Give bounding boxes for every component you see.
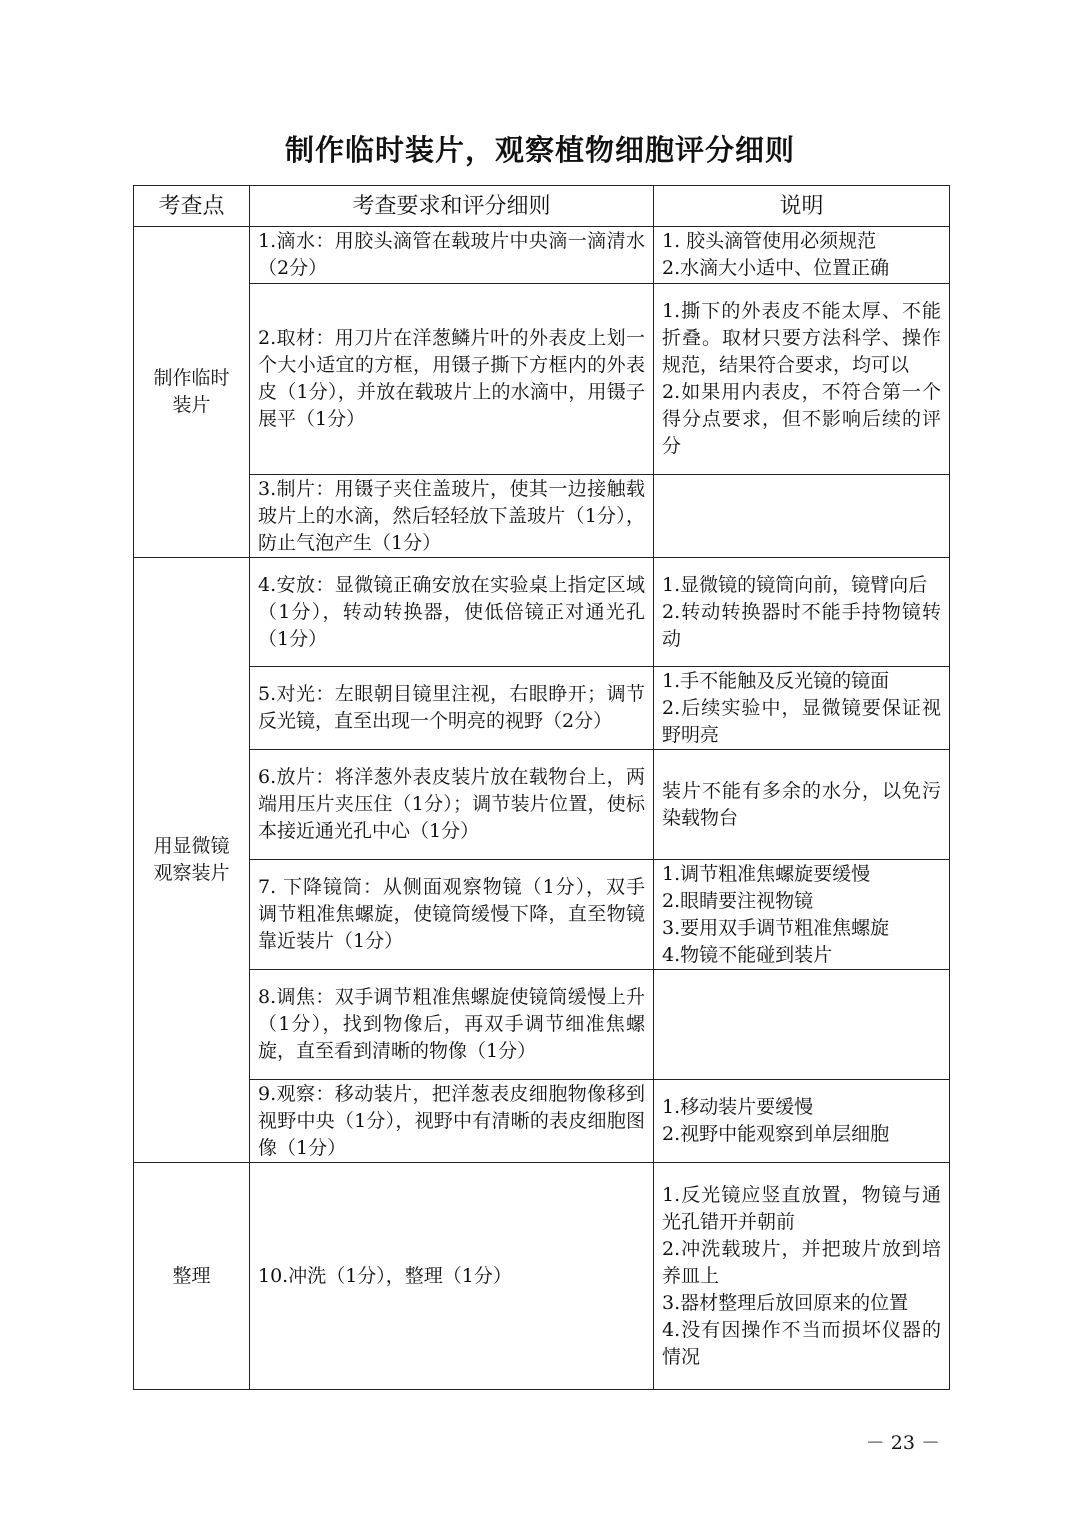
requirement-cell: 5.对光：左眼朝目镜里注视，右眼睁开；调节反光镜，直至出现一个明亮的视野（2分） (250, 667, 654, 750)
note-line: 2.冲洗载玻片，并把玻片放到培养皿上 (662, 1237, 941, 1287)
requirement-cell: 8.调焦：双手调节粗准焦螺旋使镜筒缓慢上升（1分），找到物像后，再双手调节细准焦螺旋，直至看到清晰的物像（1分） (250, 970, 654, 1080)
table-row (134, 475, 950, 558)
table-row (134, 970, 950, 1080)
note-line: 1. 胶头滴管使用必须规范 (662, 230, 877, 252)
note-cell (654, 750, 950, 860)
page-title: 制作临时装片，观察植物细胞评分细则 (284, 133, 795, 167)
table-row (134, 1163, 950, 1390)
note-cell-empty (654, 475, 950, 558)
note-line: 1.显微镜的镜筒向前，镜臂向后 (662, 573, 928, 596)
note-cell (654, 227, 950, 284)
group-point-cell: 用显微镜观察装片 (134, 558, 250, 1163)
requirement-cell: 3.制片：用镊子夹住盖玻片，使其一边接触载玻片上的水滴，然后轻轻放下盖玻片（1分），防止气泡产生（1分） (250, 475, 654, 558)
table-row (134, 1080, 950, 1163)
note-cell (654, 284, 950, 475)
requirement-cell: 4.安放：显微镜正确安放在实验桌上指定区域（1分），转动转换器，使低倍镜正对通光孔（1分） (250, 558, 654, 667)
requirement-cell: 2.取材：用刀片在洋葱鳞片叶的外表皮上划一个大小适宜的方框，用镊子撕下方框内的外表皮（1分），并放在载玻片上的水滴中，用镊子展平（1分） (250, 284, 654, 475)
note-line: 1.反光镜应竖直放置，物镜与通光孔错开并朝前 (662, 1183, 941, 1233)
note-line: 2.眼睛要注视物镜 (662, 889, 814, 912)
note-line: 3.器材整理后放回原来的位置 (662, 1291, 909, 1314)
header-point: 考查点 (134, 186, 250, 227)
table-row (134, 750, 950, 860)
note-cell (654, 1163, 950, 1390)
table-header-row (134, 186, 950, 227)
note-cell (654, 1080, 950, 1163)
note-cell-empty (654, 970, 950, 1080)
note-line: 4.物镜不能碰到装片 (662, 943, 833, 966)
page-number: － 23 － (865, 1432, 940, 1454)
note-line: 4.没有因操作不当而损坏仪器的情况 (662, 1318, 941, 1368)
requirement-cell: 6.放片：将洋葱外表皮装片放在载物台上，两端用压片夹压住（1分）；调节装片位置，使标本接近通光孔中心（1分） (250, 750, 654, 860)
table-row (134, 558, 950, 667)
note-line: 1.撕下的外表皮不能太厚、不能折叠。取材只要方法科学、操作规范，结果符合要求，均可以 (662, 300, 941, 376)
header-requirement: 考查要求和评分细则 (250, 186, 654, 227)
note-line: 2.水滴大小适中、位置正确 (662, 257, 890, 279)
note-cell (654, 667, 950, 750)
note-line: 2.如果用内表皮，不符合第一个得分点要求，但不影响后续的评分 (662, 381, 941, 457)
requirement-cell: 7. 下降镜筒：从侧面观察物镜（1分），双手调节粗准焦螺旋，使镜筒缓慢下降，直至物镜靠近装片（1分） (250, 860, 654, 970)
note-line: 2.后续实验中，显微镜要保证视野明亮 (662, 696, 941, 746)
note-line: 装片不能有多余的水分，以免污染载物台 (662, 779, 941, 829)
table-row (134, 284, 950, 475)
requirement-cell: 10.冲洗（1分），整理（1分） (250, 1163, 654, 1390)
group-point-cell: 整理 (134, 1163, 250, 1390)
table-row (134, 860, 950, 970)
table-row (134, 227, 950, 284)
note-line: 2.视野中能观察到单层细胞 (662, 1123, 890, 1145)
requirement-cell: 1.滴水：用胶头滴管在载玻片中央滴一滴清水（2分） (250, 227, 654, 284)
note-line: 1.调节粗准焦螺旋要缓慢 (662, 862, 871, 885)
header-note: 说明 (654, 186, 950, 227)
table-row (134, 667, 950, 750)
note-line: 2.转动转换器时不能手持物镜转动 (662, 600, 941, 650)
note-cell (654, 860, 950, 970)
note-line: 1.移动装片要缓慢 (662, 1096, 814, 1118)
note-cell (654, 558, 950, 667)
note-line: 3.要用双手调节粗准焦螺旋 (662, 916, 890, 939)
note-line: 1.手不能触及反光镜的镜面 (662, 669, 890, 692)
requirement-cell: 9.观察：移动装片，把洋葱表皮细胞物像移到视野中央（1分），视野中有清晰的表皮细胞图像（1分） (250, 1080, 654, 1163)
scoring-table (133, 185, 950, 1390)
group-point-cell: 制作临时装片 (134, 227, 250, 558)
